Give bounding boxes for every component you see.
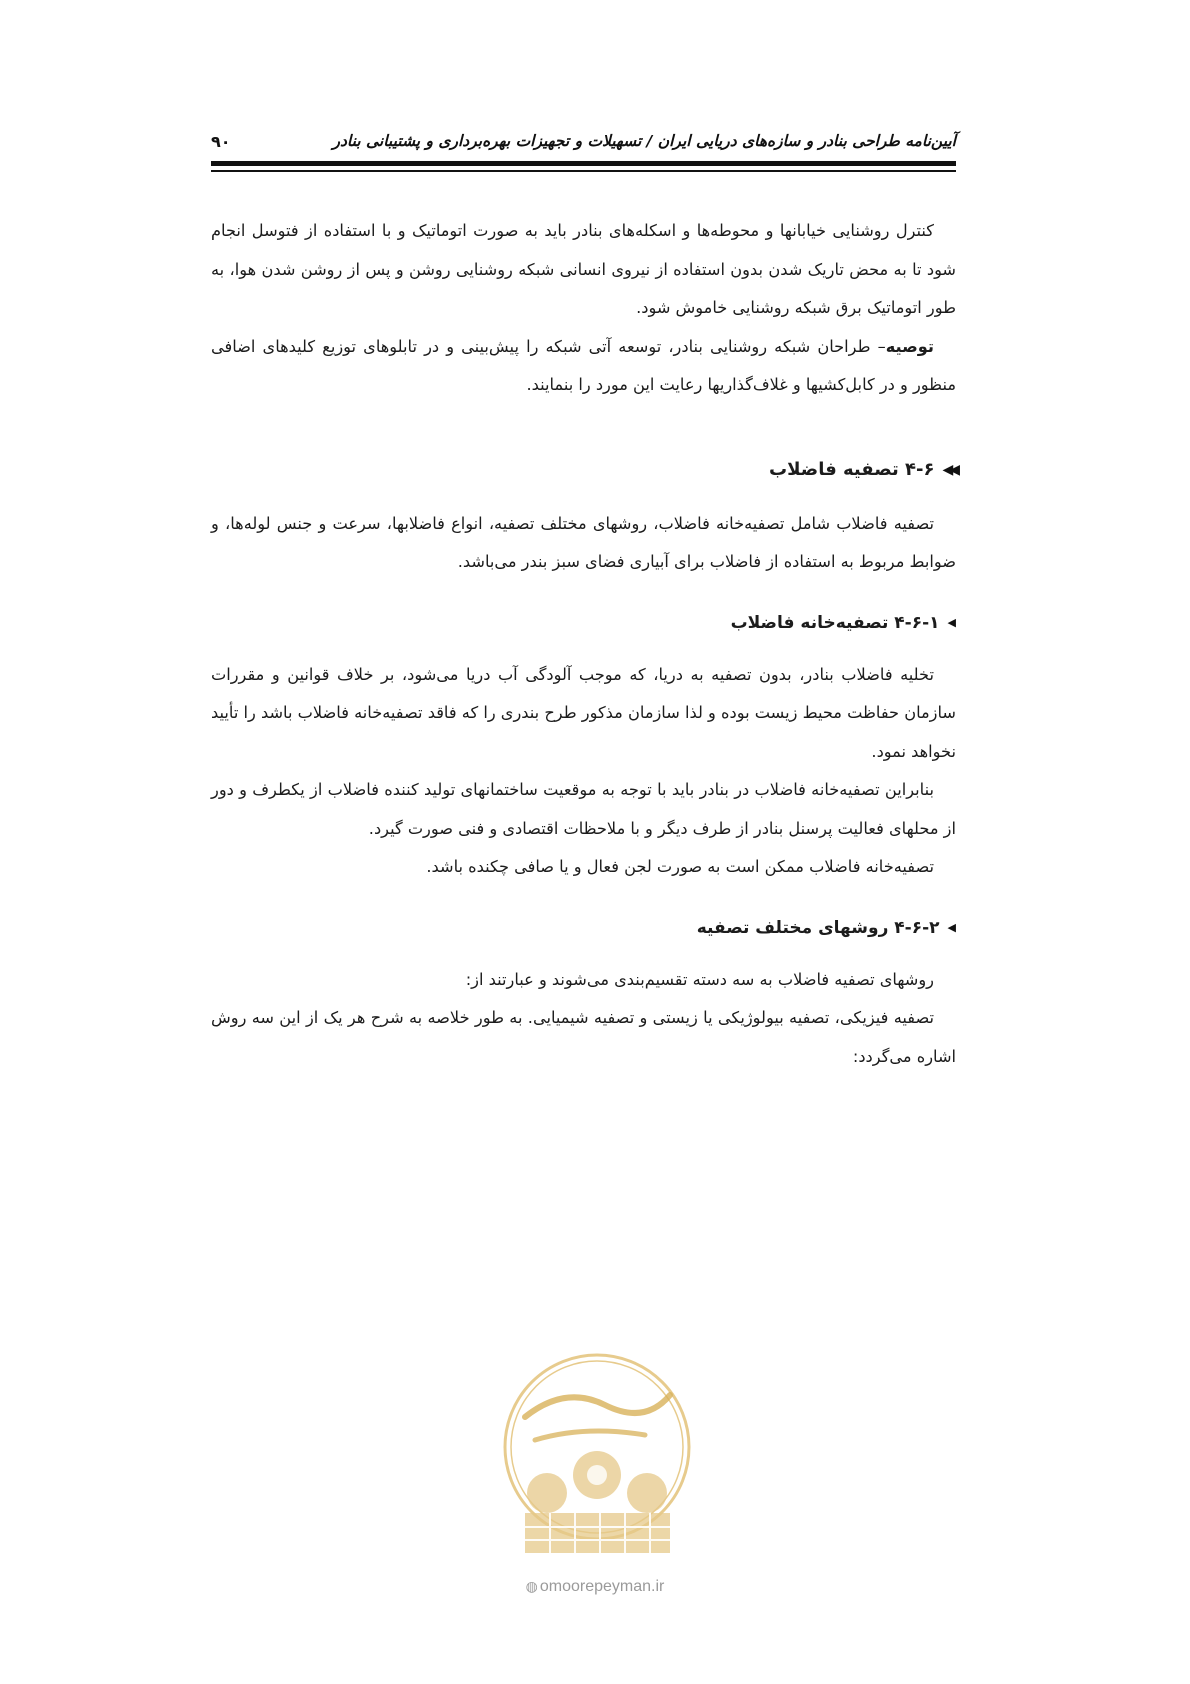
paragraph-methods-intro: روشهای تصفیه فاضلاب به سه دسته تقسیم‌بندی می‌شوند و عبارتند از: (465, 969, 934, 989)
recommendation-text: – طراحان شبکه روشنایی بنادر، توسعه آتی شبکه را پیش‌بینی و در تابلوهای توزیع کلیدهای اضافی منظور و در کابل‌کشیها و غلاف‌گذاریها رعایت این مورد را بنمایند. (211, 336, 956, 394)
subsection-title: ۴-۶-۱ تصفیه‌خانه فاضلاب (730, 612, 940, 633)
subsection-title: ۴-۶-۲ روشهای مختلف تصفیه (696, 917, 940, 938)
page-header (211, 126, 956, 156)
recommendation-label: توصیه (885, 336, 934, 356)
section-title: ۴-۶ تصفیه فاضلاب (769, 458, 935, 480)
arrow-bullet-icon: ◀ (947, 615, 956, 629)
paragraph-discharge: تخلیه فاضلاب بنادر، بدون تصفیه به دریا، که موجب آلودگی آب دریا می‌شود، بر خلاف قوانین و مقررات سازمان حفاظت محیط زیست بوده و لذا سازمان مذکور طرح بندری را که فاقد تصفیه‌خانه فاضلاب باشد را تأیید نخواهد نمود. (211, 664, 956, 761)
watermark-url: ◍ omoorepeyman.ir (525, 1578, 665, 1595)
page-number: ۹۰ (211, 131, 231, 151)
paragraph-lighting-control: کنترل روشنایی خیابانها و محوطه‌ها و اسکله‌های بنادر باید به صورت اتوماتیک و با استفاده از فتوسل انجام شود تا به محض تاریک شدن بدون استفاده از نیروی انسانی شبکه روشنایی روشن و پس از روشن شدن هوا، به طور اتوماتیک برق شبکه روشنایی خاموش شود. (211, 221, 956, 317)
running-title: آیین‌نامه طراحی بنادر و سازه‌های دریایی ایران / تسهیلات و تجهیزات بهره‌برداری و پشتیبانی بنادر (332, 132, 956, 150)
watermark-logo-icon (495, 1345, 700, 1575)
double-arrow-bullet-icon: ◀◀ (942, 461, 956, 478)
globe-icon: ◍ (525, 1578, 538, 1594)
subsection-heading-treatment-methods (211, 909, 956, 947)
paragraph-recommendation (211, 328, 956, 405)
header-rule-thin (211, 170, 956, 172)
paragraph-plant-type: تصفیه‌خانه فاضلاب ممکن است به صورت لجن فعال و یا صافی چکنده باشد. (426, 857, 934, 876)
subsection-heading-treatment-plant (211, 604, 956, 642)
arrow-bullet-icon: ◀ (947, 920, 956, 934)
paragraph-methods-list: تصفیه فیزیکی، تصفیه بیولوژیکی یا زیستی و تصفیه شیمیایی. به طور خلاصه به شرح هر یک از این سه روش اشاره می‌گردد: (211, 1008, 956, 1066)
body-text (211, 212, 956, 1076)
paragraph-wastewater-intro: تصفیه فاضلاب شامل تصفیه‌خانه فاضلاب، روشهای مختلف تصفیه، انواع فاضلابها، سرعت و جنس لوله‌ها، و ضوابط مربوط به استفاده از فاضلاب برای آبیاری فضای سبز بندر می‌باشد. (211, 513, 956, 571)
paragraph-plant-location: بنابراین تصفیه‌خانه فاضلاب در بنادر باید با توجه به موقعیت ساختمانهای تولید کننده فاضلاب از یکطرف و دور از محلهای فعالیت پرسنل بنادر از طرف دیگر و با ملاحظات اقتصادی و فنی صورت گیرد. (211, 780, 956, 838)
section-heading-wastewater (211, 451, 956, 489)
header-rule-thick (211, 161, 956, 166)
